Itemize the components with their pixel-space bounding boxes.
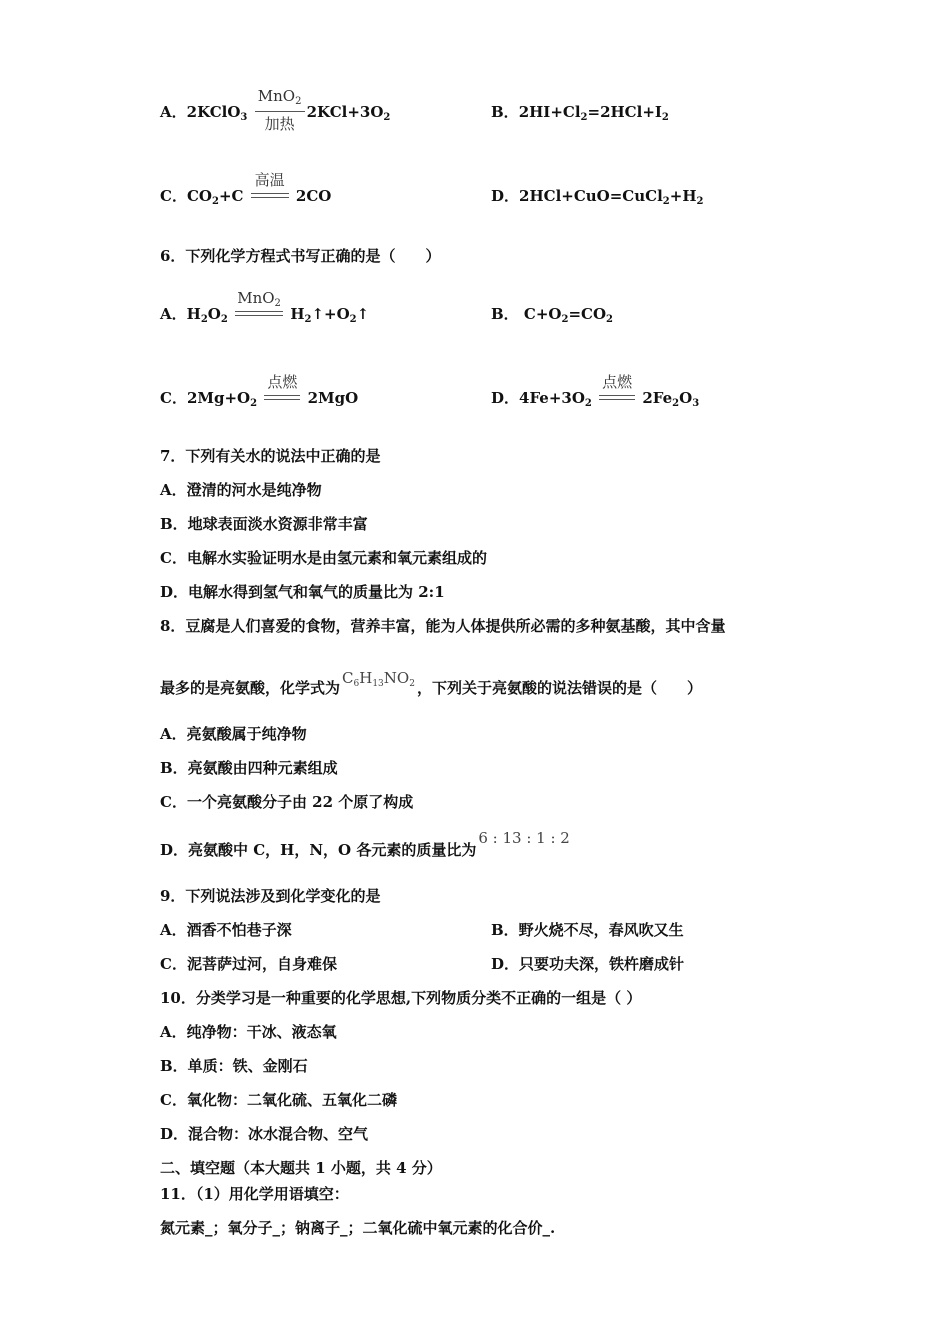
q5-option-d: D．$2HCl+CuO=CuCl_2+H_2$ [491, 187, 704, 207]
q9-stem: 9．下列说法涉及到化学变化的是 [160, 887, 381, 905]
q10-option-d: D．混合物：冰水混合物、空气 [160, 1125, 369, 1143]
q8-option-d: D．亮氨酸中 C，H，N，O 各元素的质量比为6 : 13 : 1 : 2 [160, 829, 570, 859]
q8-option-b: B．亮氨酸由四种元素组成 [160, 759, 338, 777]
q7-option-c: C．电解水实验证明水是由氢元素和氧元素组成的 [160, 549, 487, 567]
q11-fill-line: 氮元素_；氧分子_；钠离子_；二氧化硫中氧元素的化合价_. [160, 1219, 556, 1237]
section-title: 二、填空题（本大题共 1 小题，共 4 分） [160, 1159, 442, 1177]
q7-stem: 7．下列有关水的说法中正确的是 [160, 447, 381, 465]
mass-ratio: 6 : 13 : 1 : 2 [478, 829, 570, 847]
q11-stem: 11．（1）用化学用语填空： [160, 1185, 349, 1203]
q9-option-d: D．只要功夫深，铁杵磨成针 [491, 955, 685, 973]
q10-option-a: A．纯净物：干冰、液态氧 [160, 1023, 337, 1041]
q6-option-b: B． $C+O_2=CO_2$ [491, 305, 613, 325]
q7-option-a: A．澄清的河水是纯净物 [160, 481, 322, 499]
q8-option-c: C．一个亮氨酸分子由 22 个原了构成 [160, 793, 414, 811]
q10-option-c: C．氧化物：二氧化硫、五氧化二磷 [160, 1091, 397, 1109]
q6-option-c: C．$2Mg+O_2$ 点燃 2MgO [160, 373, 359, 409]
q8-stem-line1: 8．豆腐是人们喜爱的食物，营养丰富，能为人体提供所必需的多种氨基酸，其中含量 [160, 617, 726, 635]
q9-option-c: C．泥菩萨过河，自身难保 [160, 955, 337, 973]
reaction-condition: 点燃 [264, 388, 300, 408]
reaction-condition: MnO$_2$ 加热 [255, 102, 305, 122]
reaction-condition: MnO$_2$ [235, 304, 283, 324]
q9-option-b: B．野火烧不尽，春风吹又生 [491, 921, 684, 939]
q6-option-d: D．$4Fe+3O_2$ 点燃 $2Fe_2O_3$ [491, 373, 700, 409]
reaction-condition: 高温 [251, 186, 289, 206]
q8-option-a: A．亮氨酸属于纯净物 [160, 725, 307, 743]
reaction-condition: 点燃 [599, 388, 635, 408]
q6-option-a: A．$H_2O_2$ MnO$_2$ $H_2↑+O_2↑$ [160, 289, 370, 325]
q5-option-a: A．2KClO$_3$ MnO$_2$ 加热 $2KCl+3O_2$ [160, 87, 391, 133]
q7-option-d: D．电解水得到氢气和氧气的质量比为 2:1 [160, 583, 445, 601]
leucine-formula: $C_6H_{13}NO_2$ [342, 669, 415, 689]
q9-option-a: A．酒香不怕巷子深 [160, 921, 292, 939]
q6-stem: 6．下列化学方程式书写正确的是（ ） [160, 247, 441, 265]
q8-stem-line2: 最多的是亮氨酸，化学式为$C_6H_{13}NO_2$ ，下列关于亮氨酸的说法错误的是（ ） [160, 669, 702, 697]
q10-stem: 10．分类学习是一种重要的化学思想,下列物质分类不正确的一组是（ ） [160, 989, 642, 1007]
q7-option-b: B．地球表面淡水资源非常丰富 [160, 515, 368, 533]
q10-option-b: B．单质：铁、金刚石 [160, 1057, 308, 1075]
q5-option-c: C．$CO_2+C$ 高温 2CO [160, 171, 332, 207]
q5-option-b: B．$2HI+Cl_2=2HCl+I_2$ [491, 103, 669, 123]
